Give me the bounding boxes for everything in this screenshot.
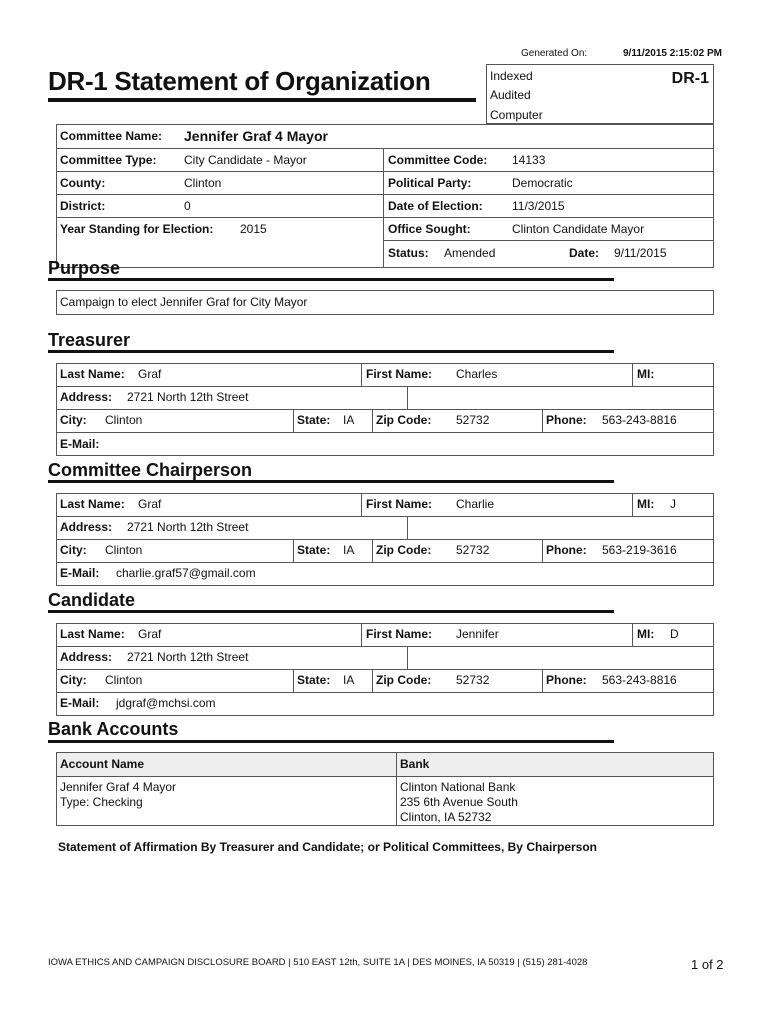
county-label: County: xyxy=(60,176,106,190)
treasurer-address-label: Address: xyxy=(60,390,113,404)
generated-on-value: 9/11/2015 2:15:02 PM xyxy=(623,48,722,59)
treasurer-phone: 563-243-8816 xyxy=(602,413,677,427)
treasurer-state: IA xyxy=(343,413,355,427)
committee-name: Jennifer Graf 4 Mayor xyxy=(184,128,328,144)
committee-code-label: Committee Code: xyxy=(388,153,488,167)
affirmation-statement: Statement of Affirmation By Treasurer and Candidate; or Political Committees, By Chairperson xyxy=(58,840,597,854)
candidate-email-label: E-Mail: xyxy=(60,696,100,710)
treasurer-first-name-label: First Name: xyxy=(366,367,433,381)
candidate-address: 2721 North 12th Street xyxy=(127,650,249,664)
chairperson-phone-label: Phone: xyxy=(546,543,587,557)
form-code: DR-1 xyxy=(671,70,709,87)
status-date: 9/11/2015 xyxy=(614,246,667,260)
year-standing-label: Year Standing for Election: xyxy=(60,222,214,236)
computer-label: Computer xyxy=(490,108,543,122)
county: Clinton xyxy=(184,176,222,190)
committee-code: 14133 xyxy=(512,153,546,167)
office-sought-label: Office Sought: xyxy=(388,222,471,236)
committee-type-label: Committee Type: xyxy=(60,153,157,167)
treasurer-state-label: State: xyxy=(297,413,331,427)
candidate-mi: D xyxy=(670,627,679,641)
year-standing: 2015 xyxy=(240,222,267,236)
bank-header: Bank xyxy=(400,757,430,771)
purpose-box xyxy=(56,290,714,315)
candidate-mi-label: MI: xyxy=(637,627,655,641)
treasurer-mi-label: MI: xyxy=(637,367,655,381)
indexed-label: Indexed xyxy=(490,69,533,83)
treasurer-email-label: E-Mail: xyxy=(60,437,100,451)
election-date: 11/3/2015 xyxy=(512,199,565,213)
chairperson-city: Clinton xyxy=(105,543,143,557)
bank-accounts-heading: Bank Accounts xyxy=(48,719,179,739)
candidate-state: IA xyxy=(343,673,355,687)
footer-address: IOWA ETHICS AND CAMPAIGN DISCLOSURE BOARD | 510 EAST 12th, SUITE 1A | DES MOINES, IA 50319 | (515) 281-4028 xyxy=(48,957,588,968)
candidate-phone: 563-243-8816 xyxy=(602,673,677,687)
candidate-zip-label: Zip Code: xyxy=(376,673,432,687)
page-title: DR-1 Statement of Organization xyxy=(48,66,431,96)
chairperson-heading: Committee Chairperson xyxy=(48,460,253,480)
status-value: Amended xyxy=(444,246,496,260)
candidate-first-name-label: First Name: xyxy=(366,627,433,641)
status-label: Status: xyxy=(388,246,429,260)
page-number: 1 of 2 xyxy=(691,957,724,972)
political-party: Democratic xyxy=(512,176,573,190)
treasurer-heading: Treasurer xyxy=(48,330,131,350)
office-sought: Clinton Candidate Mayor xyxy=(512,222,645,236)
treasurer-address: 2721 North 12th Street xyxy=(127,390,249,404)
chairperson-email: charlie.graf57@gmail.com xyxy=(116,566,256,580)
audited-label: Audited xyxy=(490,88,531,102)
chairperson-mi: J xyxy=(670,497,676,511)
chairperson-zip-label: Zip Code: xyxy=(376,543,432,557)
treasurer-zip-label: Zip Code: xyxy=(376,413,432,427)
election-date-label: Date of Election: xyxy=(388,199,483,213)
bank-city-state-zip: Clinton, IA 52732 xyxy=(400,810,492,824)
chairperson-last-name: Graf xyxy=(138,497,162,511)
candidate-last-name: Graf xyxy=(138,627,162,641)
office-use-box xyxy=(486,64,714,124)
chairperson-state: IA xyxy=(343,543,355,557)
bank-street: 235 6th Avenue South xyxy=(400,795,518,809)
bank-name: Clinton National Bank xyxy=(400,780,516,794)
chairperson-city-label: City: xyxy=(60,543,87,557)
treasurer-last-name: Graf xyxy=(138,367,162,381)
purpose-text: Campaign to elect Jennifer Graf for City Mayor xyxy=(60,295,308,309)
chairperson-last-name-label: Last Name: xyxy=(60,497,125,511)
generated-on-label: Generated On: xyxy=(521,48,588,59)
chairperson-email-label: E-Mail: xyxy=(60,566,100,580)
chairperson-state-label: State: xyxy=(297,543,331,557)
committee-name-label: Committee Name: xyxy=(60,129,163,143)
treasurer-zip: 52732 xyxy=(456,413,490,427)
candidate-address-label: Address: xyxy=(60,650,113,664)
candidate-first-name: Jennifer xyxy=(456,627,499,641)
chairperson-phone: 563-219-3616 xyxy=(602,543,677,557)
candidate-heading: Candidate xyxy=(48,590,136,610)
treasurer-first-name: Charles xyxy=(456,367,498,381)
chairperson-first-name-label: First Name: xyxy=(366,497,433,511)
account-name-header: Account Name xyxy=(60,757,145,771)
candidate-city-label: City: xyxy=(60,673,87,687)
treasurer-city: Clinton xyxy=(105,413,143,427)
chairperson-first-name: Charlie xyxy=(456,497,495,511)
account-name: Jennifer Graf 4 Mayor xyxy=(60,780,177,794)
chairperson-address: 2721 North 12th Street xyxy=(127,520,249,534)
candidate-zip: 52732 xyxy=(456,673,490,687)
committee-type: City Candidate - Mayor xyxy=(184,153,307,167)
treasurer-last-name-label: Last Name: xyxy=(60,367,125,381)
candidate-phone-label: Phone: xyxy=(546,673,587,687)
candidate-last-name-label: Last Name: xyxy=(60,627,125,641)
chairperson-mi-label: MI: xyxy=(637,497,655,511)
status-date-label: Date: xyxy=(569,246,600,260)
candidate-city: Clinton xyxy=(105,673,143,687)
account-type: Type: Checking xyxy=(60,795,143,809)
chairperson-zip: 52732 xyxy=(456,543,490,557)
chairperson-address-label: Address: xyxy=(60,520,113,534)
district: 0 xyxy=(184,199,191,213)
political-party-label: Political Party: xyxy=(388,176,472,190)
candidate-state-label: State: xyxy=(297,673,331,687)
district-label: District: xyxy=(60,199,106,213)
purpose-heading: Purpose xyxy=(48,258,121,278)
treasurer-phone-label: Phone: xyxy=(546,413,587,427)
treasurer-city-label: City: xyxy=(60,413,87,427)
candidate-email: jdgraf@mchsi.com xyxy=(116,696,216,710)
